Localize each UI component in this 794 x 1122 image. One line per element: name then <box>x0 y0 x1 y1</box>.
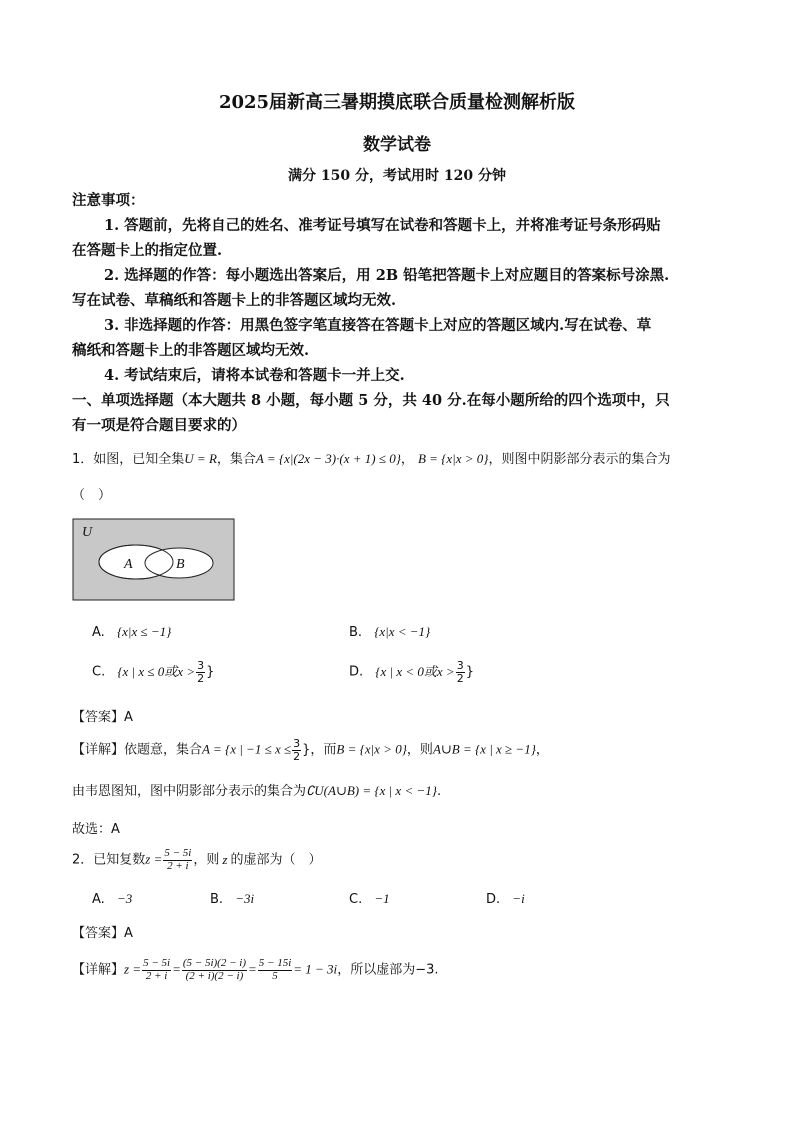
q2-answer: 【答案】A <box>72 926 133 941</box>
q1-option-b-text: {x|x < −1} <box>374 624 431 639</box>
q1-option-d-label: D. <box>349 664 364 680</box>
q2-detail: 【详解】z = $\frac{5 - 5i}{2 + i}$ = $\frac{(5 - 5i)(2 - i)}{(2 + i)(2 - i)}$ = $\frac{5 - 15i}{5}$ = 1 − 3i，所以虚部为−3. <box>72 957 439 982</box>
notice-item-3-line-1: 3. 非选择题的作答：用黑色签字笔直接答在答题卡上对应的答题区域内.写在试卷、草 <box>104 317 652 334</box>
q1-stem-suffix: ，则图中阴影部分表示的集合为 <box>488 452 671 467</box>
q2-detail-fraction-2: $\frac{(5 - 5i)(2 - i)}{(2 + i)(2 - i)}$ <box>182 957 246 982</box>
q2-option-a-text: −3 <box>116 891 133 906</box>
notice-item-1-line-1: 1. 答题前，先将自己的姓名、准考证号填写在试卷和答题卡上，并将准考证号条形码贴 <box>104 217 661 234</box>
q2-option-d: D. −i <box>486 891 525 907</box>
section-heading-line-1: 一、单项选择题（本大题共 8 小题，每小题 5 分，共 40 分.在每小题所给的四个选项中，只 <box>72 392 670 409</box>
q1-stem-mid2: ， <box>400 452 414 467</box>
score-time: 满分 150 分，考试用时 120 分钟 <box>288 168 506 184</box>
q1-option-c: C. {x | x ≤ 0或x > $\frac{3}{2}$ } <box>92 659 215 685</box>
q1-detail-set-a: A = {x | −1 ≤ x ≤ <box>202 741 292 757</box>
venn-diagram <box>72 518 236 602</box>
q2-option-c-text: −1 <box>374 891 390 906</box>
q1-stem-mid1: ，集合 <box>216 452 256 467</box>
q2-stem: 2．已知复数z = $\frac{5 - 5i}{2 + i}$ ，则 z 的虚部为（ ） <box>72 847 322 872</box>
notice-item-2-line-1: 2. 选择题的作答：每小题选出答案后，用 2B 铅笔把答题卡上对应题目的答案标号涂黑. <box>104 267 670 284</box>
q1-option-c-text: {x | x ≤ 0或x > <box>117 663 196 679</box>
q1-option-d: D. {x | x < 0或x > $\frac{3}{2}$ } <box>349 659 474 685</box>
venn-label-a: A <box>124 557 133 572</box>
venn-label-b: B <box>176 557 185 572</box>
notice-item-3-line-2: 稿纸和答题卡上的非答题区域均无效. <box>72 342 310 359</box>
q2-detail-label: 【详解】 <box>72 962 125 978</box>
q1-venn-conclusion: 由韦恩图知，图中阴影部分表示的集合为∁U(A∪B) = {x | x < −1}. <box>72 783 442 799</box>
notice-heading: 注意事项： <box>72 192 145 209</box>
q2-detail-fraction-1: $\frac{5 - 5i}{2 + i}$ <box>143 957 171 982</box>
q1-detail: 【详解】依题意，集合A = {x | −1 ≤ x ≤ $\frac{3}{2}$ }，而B = {x|x > 0}，则A∪B = {x | x ≥ −1}， <box>72 737 549 763</box>
q1-option-a <box>92 624 171 640</box>
subject-title: 数学试卷 <box>363 135 431 155</box>
q1-option-b <box>349 624 430 640</box>
q2-option-a: A. −3 <box>92 891 133 907</box>
notice-item-1-line-2: 在答题卡上的指定位置. <box>72 242 223 259</box>
q1-set-a: A = {x|(2x − 3)·(x + 1) ≤ 0} <box>255 451 401 466</box>
q2-detail-fraction-3: $\frac{5 - 15i}{5}$ <box>258 957 292 982</box>
q1-detail-label: 【详解】 <box>72 742 125 758</box>
q1-universal-set: U = R <box>184 451 217 466</box>
q1-option-c-fraction: $\frac{3}{2}$ <box>197 659 205 685</box>
q1-stem <box>72 448 670 467</box>
q1-detail-fraction: $\frac{3}{2}$ <box>293 737 301 763</box>
q1-answer: 【答案】A <box>72 710 133 725</box>
q1-detail-set-b: B = {x|x > 0} <box>336 741 407 757</box>
q1-stem-prefix: 1．如图，已知全集 <box>72 452 185 467</box>
q1-choice: 故选：A <box>72 822 120 837</box>
q1-option-d-fraction: $\frac{3}{2}$ <box>456 659 464 685</box>
q1-option-d-text: {x | x < 0或x > <box>375 663 455 679</box>
q1-option-b-label: B. <box>349 625 363 640</box>
q2-detail-result: = 1 − 3i <box>293 961 338 977</box>
page-title: 2025届新高三暑期摸底联合质量检测解析版 <box>218 92 576 113</box>
notice-item-2-line-2: 写在试卷、草稿纸和答题卡上的非答题区域均无效. <box>72 292 397 309</box>
q1-complement-set: ∁U(A∪B) = {x | x < −1} <box>306 783 437 798</box>
q1-paren: （ ） <box>72 488 112 503</box>
q1-option-a-text: {x|x ≤ −1} <box>116 624 172 639</box>
q2-option-d-text: −i <box>512 891 525 906</box>
q2-option-b-text: −3i <box>235 891 255 906</box>
section-heading-line-2: 有一项是符合题目要求的） <box>72 417 246 434</box>
venn-label-u: U <box>82 525 93 540</box>
q2-stem-prefix: 2．已知复数 <box>72 852 146 868</box>
q2-option-c: C. −1 <box>349 891 390 907</box>
q1-set-b: B = {x|x > 0} <box>417 451 489 466</box>
notice-item-4: 4. 考试结束后，请将本试卷和答题卡一并上交. <box>104 367 405 384</box>
q1-detail-union: A∪B = {x | x ≥ −1} <box>432 741 536 757</box>
q1-option-a-label: A. <box>92 625 105 640</box>
q1-option-c-label: C. <box>92 664 106 680</box>
q2-option-b: B. −3i <box>210 891 255 907</box>
q2-stem-fraction: $\frac{5 - 5i}{2 + i}$ <box>164 847 192 872</box>
